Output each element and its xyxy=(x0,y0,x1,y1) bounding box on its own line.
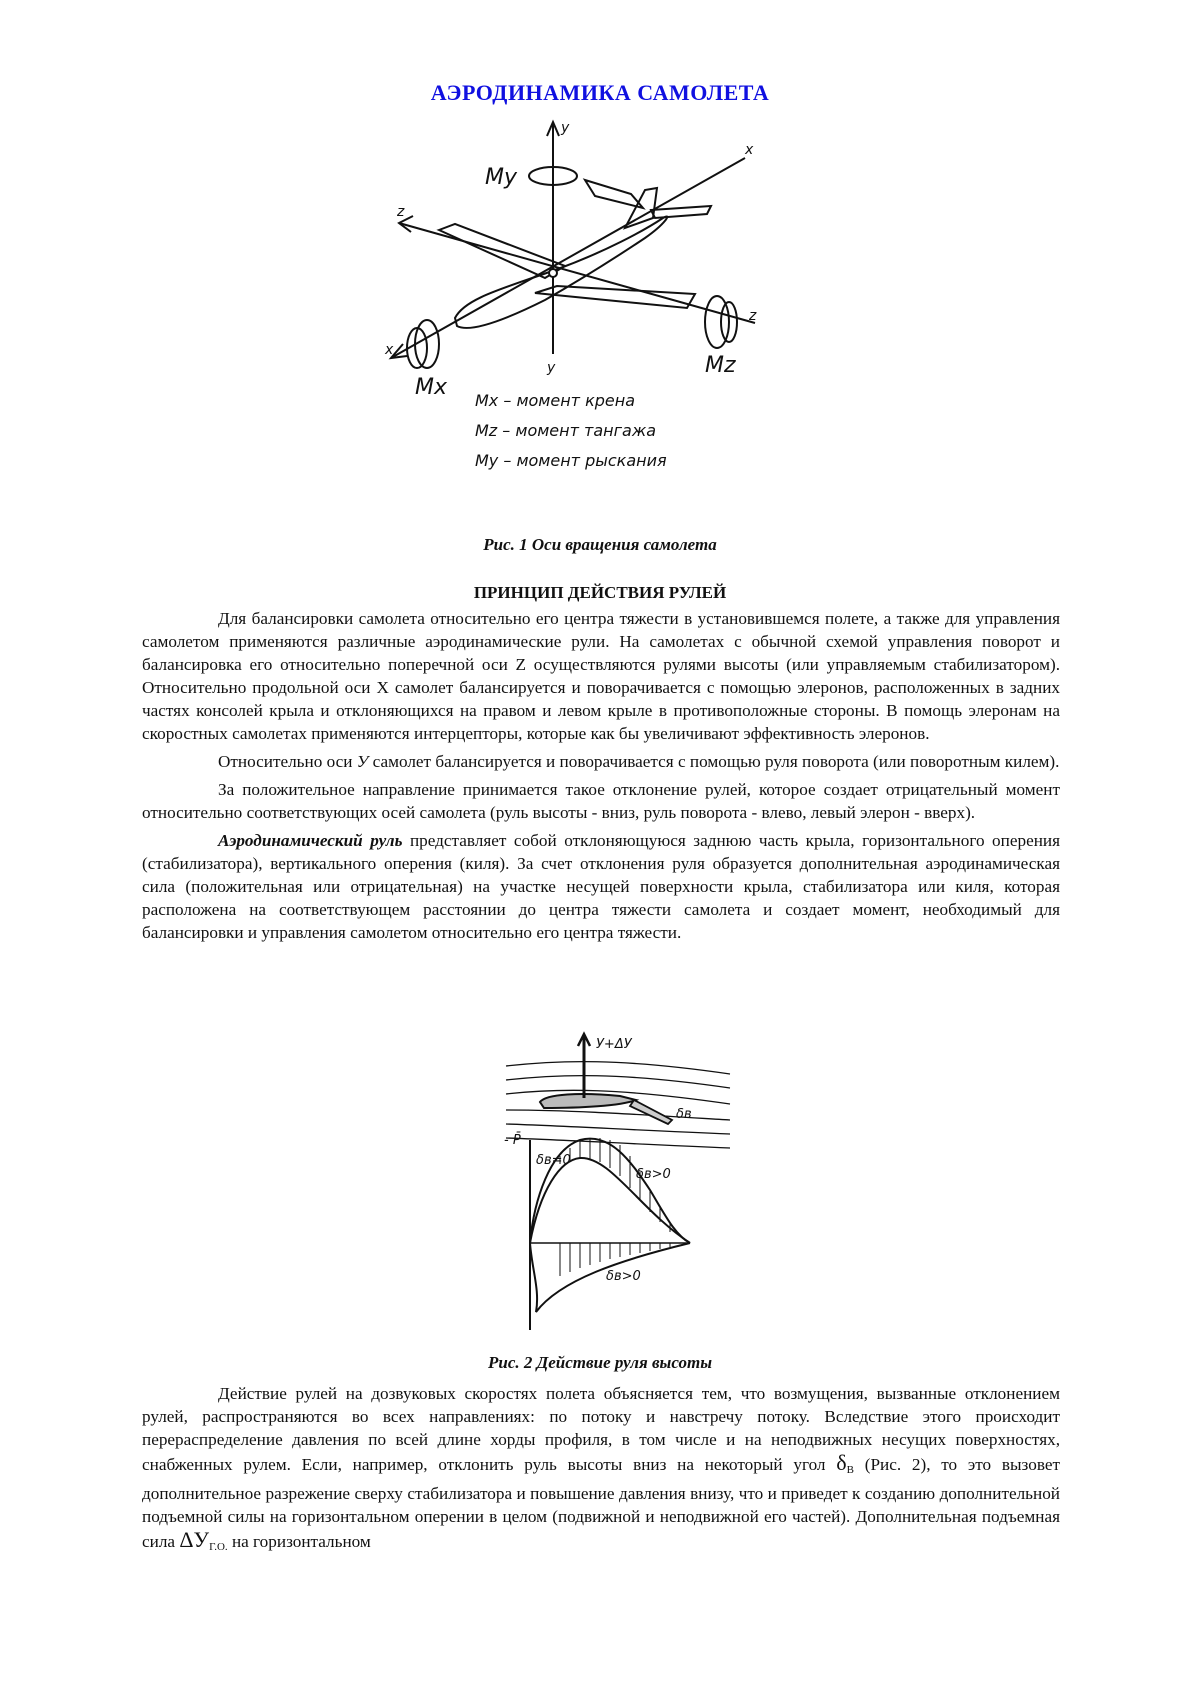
delta-symbol: δ xyxy=(836,1450,847,1475)
delta-subscript: В xyxy=(846,1464,854,1476)
x-axis-line xyxy=(391,158,745,358)
curve-label-positive-bottom: δв>0 xyxy=(606,1269,641,1284)
p2-before: Относительно оси xyxy=(218,752,357,771)
delta-lift-symbol: ΔУ xyxy=(179,1527,210,1552)
fuselage-outline xyxy=(455,216,667,327)
p5-part3: на горизонтальном xyxy=(227,1532,371,1551)
section-heading: ПРИНЦИП ДЕЙСТВИЯ РУЛЕЙ xyxy=(473,583,727,602)
term-aerodynamic-rudder: Аэродинамический руль xyxy=(218,831,403,850)
paragraph-3: За положительное направление принимается такое отклонение рулей, которое создает отрицательный момент относительно соответствующих осей самолета (руль высоты - вниз, руль поворота - влево, левый элерон - вверх). xyxy=(142,780,1060,822)
z-axis-label-left: z xyxy=(397,204,405,220)
left-stabilizer-outline xyxy=(585,180,643,208)
pressure-axis-label: - P̄ xyxy=(504,1133,521,1148)
streamline xyxy=(506,1124,730,1134)
document-title: АЭРОДИНАМИКА САМОЛЕТА xyxy=(430,80,770,105)
airfoil-outline xyxy=(540,1094,636,1108)
x-axis-label-top: x xyxy=(745,142,754,158)
p2-after: самолет балансируется и поворачивается с помощью руля поворота (или поворотным килем). xyxy=(368,752,1060,771)
streamline xyxy=(506,1138,730,1148)
paragraph-5 xyxy=(142,1382,1060,1559)
paragraph-2 xyxy=(142,750,1060,773)
aircraft-axes-figure xyxy=(385,118,835,518)
streamline xyxy=(506,1110,730,1120)
y-axis-label-bottom: y xyxy=(547,360,556,376)
p4-rest: представляет собой отклоняющуюся заднюю часть крыла, горизонтального оперения (стабилизатора), вертикального оперения (киля). За счет отклонения руля образуется дополнительная аэродинамическая сила (положительная или отрицательная) на участке несущей поверхности крыла, стабилизатора или киля, которая расположена на соответствующем расстоянии до центра тяжести самолета и создает момент, необходимый для балансировки и управления самолетом относительно его центра тяжести. xyxy=(142,831,1060,942)
p5-part2: (Рис. 2), то это вызовет дополнительное разрежение сверху стабилизатора и повышение давления внизу, что и приведет к созданию дополнительной подъемной силы на горизонтальном оперении в целом (подвижной и неподвижной его частей). Дополнительная подъемная сила xyxy=(142,1455,1060,1551)
mx-moment-symbol: Mx xyxy=(415,375,448,400)
legend-line-pitch: Mz – момент тангажа xyxy=(475,421,657,440)
my-moment-symbol: My xyxy=(485,165,518,190)
right-stabilizer-outline xyxy=(651,206,711,218)
streamline xyxy=(506,1076,730,1088)
elevator-action-figure xyxy=(500,1037,740,1340)
z-axis-label-right: z xyxy=(749,308,757,324)
delta-lift-subscript: Г.О. xyxy=(209,1541,228,1553)
center-of-gravity-marker xyxy=(549,269,557,277)
legend-line-yaw: My – момент рыскания xyxy=(475,451,667,470)
curve-label-zero: δв=0 xyxy=(536,1153,571,1168)
streamline xyxy=(506,1062,730,1074)
legend-line-roll: Mx – момент крена xyxy=(475,391,636,410)
z-axis-line xyxy=(399,223,755,323)
y-axis-label-top: y xyxy=(561,120,570,136)
paragraph-4 xyxy=(142,829,1060,944)
right-wing-outline xyxy=(535,286,695,308)
x-axis-label-bottom: x xyxy=(385,342,394,358)
figure2-caption: Рис. 2 Действие руля высоты xyxy=(488,1353,712,1372)
lift-label: У+ΔУ xyxy=(596,1037,632,1052)
figure1-caption: Рис. 1 Оси вращения самолета xyxy=(483,535,717,554)
mz-moment-symbol: Mz xyxy=(705,353,736,378)
elevator-surface xyxy=(630,1100,672,1124)
p2-axis: У xyxy=(356,752,369,771)
paragraph-1: Для балансировки самолета относительно его центра тяжести в установившемся полете, а также для управления самолетом применяются различные аэродинамические рули. На самолетах с обычной схемой управления поворот и балансировка его относительно поперечной оси Z осуществляются рулями высоты (или управляемым стабилизатором). Относительно продольной оси X самолет балансируется и поворачивается с помощью элеронов, расположенных в задних частях консолей крыла и отклоняющихся на правом и левом крыле в противоположные стороны. В помощь элеронам на скоростных самолетах применяются интерцепторы, которые как бы увеличивают эффективность элеронов. xyxy=(142,609,1060,743)
body-text-upper xyxy=(142,607,1060,944)
p5-part1: Действие рулей на дозвуковых скоростях полета объясняется тем, что возмущения, вызванные отклонением рулей, распространяются во всех направлениях: по потоку и навстречу потоку. Вследствие этого происходит перераспределение давления по всей длине хорды профиля, в том числе и на неподвижных несущих поверхностях, снабженных рулем. Если, например, отклонить руль высоты вниз на некоторый угол xyxy=(142,1384,1060,1474)
body-text-lower xyxy=(142,1382,1060,1559)
curve-label-positive-top: δв>0 xyxy=(636,1167,671,1182)
deflection-angle-label: δв xyxy=(676,1107,692,1122)
